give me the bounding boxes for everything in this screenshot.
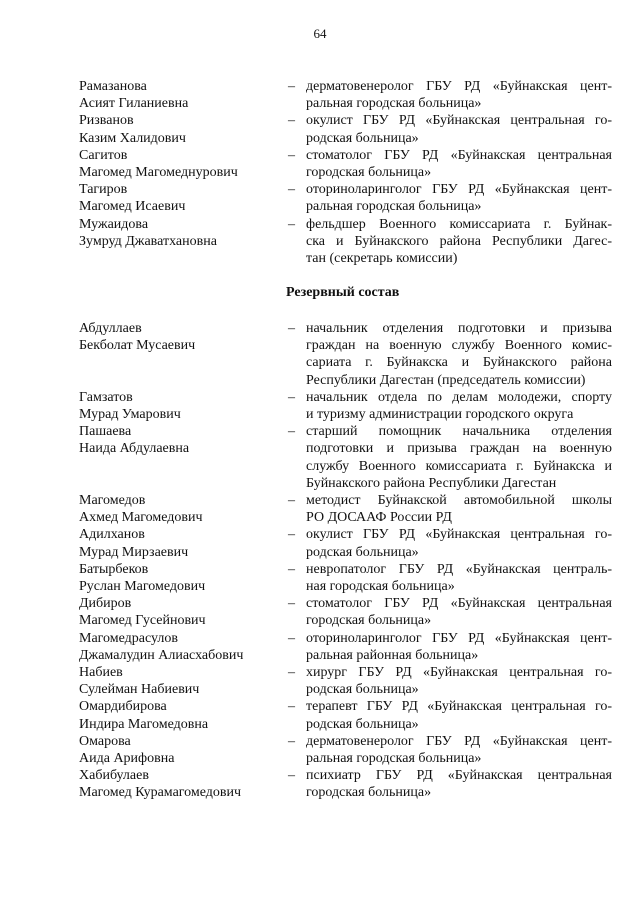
dash-separator: – [288, 424, 295, 440]
member-name-line: Омарова [79, 733, 131, 749]
member-position-line: оториноларинголог ГБУ РД «Буйнакская цент- [306, 182, 612, 198]
member-name-line: Мурад Мирзаевич [79, 544, 189, 560]
member-position-line: психиатр ГБУ РД «Буйнакская центральная [306, 768, 612, 784]
dash-separator: – [288, 182, 295, 198]
member-name-line: Гамзатов [79, 389, 133, 405]
member-position-line: хирург ГБУ РД «Буйнакская центральная го- [306, 665, 612, 680]
member-position [306, 216, 612, 268]
member-position-line: граждан на военную службу Военного комис- [306, 338, 612, 354]
member-name [79, 561, 274, 595]
member-name-line: Абдуллаев [79, 321, 142, 336]
dash-separator: – [288, 561, 295, 577]
member-position-line: подготовки и призыва граждан на военную [306, 441, 612, 457]
member-name-line: Магомедрасулов [79, 630, 179, 646]
member-name-line: Магомед Гусейнович [79, 613, 206, 629]
dash-separator: – [288, 216, 295, 232]
member-name-line: Казим Халидович [79, 130, 186, 146]
dash-separator: – [288, 699, 295, 715]
dash-separator: – [288, 321, 295, 336]
member-position-line: РО ДОСААФ России РД [306, 510, 452, 526]
member-name-line: Рамазанова [79, 79, 147, 94]
member-name [79, 526, 274, 560]
member-name [79, 181, 274, 215]
member-name-line: Аида Арифовна [79, 751, 175, 766]
member-position-line: родская больница» [306, 682, 419, 698]
member-position-line: дерматовенеролог ГБУ РД «Буйнакская цент- [306, 733, 612, 749]
member-position-line: Буйнакского района Республики Дагестан [306, 475, 557, 491]
member-position [306, 147, 612, 181]
member-position-line: методист Буйнакской автомобильной школы [306, 493, 612, 508]
member-position-line: фельдшер Военного комиссариата г. Буйнак- [306, 216, 612, 232]
member-position-line: сариата г. Буйнакска и Буйнакского района [306, 355, 612, 371]
member-position [306, 389, 612, 423]
member-name [79, 320, 274, 354]
member-position-line: родская больница» [306, 716, 419, 732]
member-position [306, 630, 612, 664]
section-title-reserve: Резервный состав [286, 285, 400, 300]
member-position-line: тан (секретарь комиссии) [306, 251, 458, 266]
member-name-line: Ахмед Магомедович [79, 510, 203, 526]
dash-separator: – [288, 113, 295, 129]
member-name-line: Дибиров [79, 596, 132, 612]
dash-separator: – [288, 79, 295, 94]
member-position [306, 423, 612, 492]
member-position-line: и туризму администрации городского округа [306, 407, 574, 422]
member-position-line: стоматолог ГБУ РД «Буйнакская центральная [306, 147, 612, 163]
member-position-line: начальник отделения подготовки и призыва [306, 321, 612, 336]
member-name [79, 147, 274, 181]
dash-separator: – [288, 596, 295, 612]
member-name-line: Магомед Исаевич [79, 199, 186, 215]
member-position-line: оториноларинголог ГБУ РД «Буйнакская цент- [306, 630, 612, 646]
member-name-line: Зумруд Джаватхановна [79, 233, 217, 249]
member-name-line: Ризванов [79, 113, 134, 129]
member-position [306, 698, 612, 732]
member-name [79, 112, 274, 146]
dash-separator: – [288, 389, 295, 405]
dash-separator: – [288, 527, 295, 543]
member-name-line: Пашаева [79, 424, 132, 440]
dash-separator: – [288, 768, 295, 784]
member-position [306, 78, 612, 112]
member-name-line: Мужаидова [79, 216, 149, 232]
member-name-line: Магомед Курамагомедович [79, 785, 242, 801]
page-number: 64 [313, 26, 327, 41]
member-name [79, 78, 274, 112]
member-name-line: Наида Абдулаевна [79, 441, 190, 457]
member-position-line: родская больница» [306, 130, 419, 146]
member-position [306, 320, 612, 389]
member-position-line: окулист ГБУ РД «Буйнакская центральная го- [306, 527, 612, 543]
member-position-line: родская больница» [306, 544, 419, 560]
dash-separator: – [288, 733, 295, 749]
member-name-line: Омардибирова [79, 699, 167, 715]
member-position-line: старший помощник начальника отделения [306, 424, 612, 440]
member-name [79, 698, 274, 732]
member-name-line: Джамалудин Алиасхабович [79, 647, 244, 663]
member-name-line: Руслан Магомедович [79, 579, 206, 594]
member-position-line: ная городская больница» [306, 579, 455, 594]
member-name [79, 664, 274, 698]
member-position [306, 492, 612, 526]
member-name-line: Мурад Умарович [79, 407, 181, 422]
member-position-line: ральная городская больница» [306, 96, 482, 112]
member-position [306, 526, 612, 560]
member-position [306, 767, 612, 801]
member-name-line: Индира Магомедовна [79, 716, 209, 732]
member-name-line: Магомед Магомеднурович [79, 165, 238, 180]
member-position-line: невропатолог ГБУ РД «Буйнакская централь- [306, 561, 612, 577]
member-name-line: Набиев [79, 665, 123, 680]
member-position-line: ральная районная больница» [306, 647, 479, 663]
dash-separator: – [288, 630, 295, 646]
member-position [306, 181, 612, 215]
dash-separator: – [288, 147, 295, 163]
member-position-line: городская больница» [306, 165, 432, 180]
dash-separator: – [288, 493, 295, 508]
member-name [79, 492, 274, 526]
member-name [79, 595, 274, 629]
member-position-line: начальник отдела по делам молодежи, спорту [306, 389, 612, 405]
member-name-line: Адилханов [79, 527, 145, 543]
member-position-line: окулист ГБУ РД «Буйнакская центральная го- [306, 113, 612, 129]
member-position [306, 561, 612, 595]
member-name-line: Батырбеков [79, 561, 149, 577]
member-name [79, 630, 274, 664]
member-position [306, 733, 612, 767]
member-position-line: ральная городская больница» [306, 199, 482, 215]
member-position-line: ральная городская больница» [306, 751, 482, 766]
member-name-line: Сулейман Набиевич [79, 682, 200, 698]
member-name-line: Бекболат Мусаевич [79, 338, 196, 354]
member-position [306, 595, 612, 629]
member-position-line: терапевт ГБУ РД «Буйнакская центральная го- [306, 699, 612, 715]
member-position-line: ска и Буйнакского района Республики Дагес- [306, 233, 612, 249]
member-name [79, 216, 274, 250]
member-position-line: стоматолог ГБУ РД «Буйнакская центральная [306, 596, 612, 612]
member-position-line: городская больница» [306, 613, 432, 629]
member-name-line: Тагиров [79, 182, 128, 198]
member-position-line: городская больница» [306, 785, 432, 801]
member-name-line: Магомедов [79, 493, 146, 508]
member-name [79, 389, 274, 423]
member-name [79, 733, 274, 767]
member-position-line: службу Военного комиссариата г. Буйнакска и [306, 458, 612, 474]
member-position-line: дерматовенеролог ГБУ РД «Буйнакская цент- [306, 79, 612, 94]
member-name-line: Хабибулаев [79, 768, 149, 784]
member-name-line: Сагитов [79, 147, 128, 163]
dash-separator: – [288, 665, 295, 680]
member-position-line: Республики Дагестан (председатель комиссии) [306, 372, 586, 388]
member-name-line: Асият Гиланиевна [79, 96, 189, 112]
member-position [306, 112, 612, 146]
member-name [79, 423, 274, 457]
member-position [306, 664, 612, 698]
member-name [79, 767, 274, 801]
